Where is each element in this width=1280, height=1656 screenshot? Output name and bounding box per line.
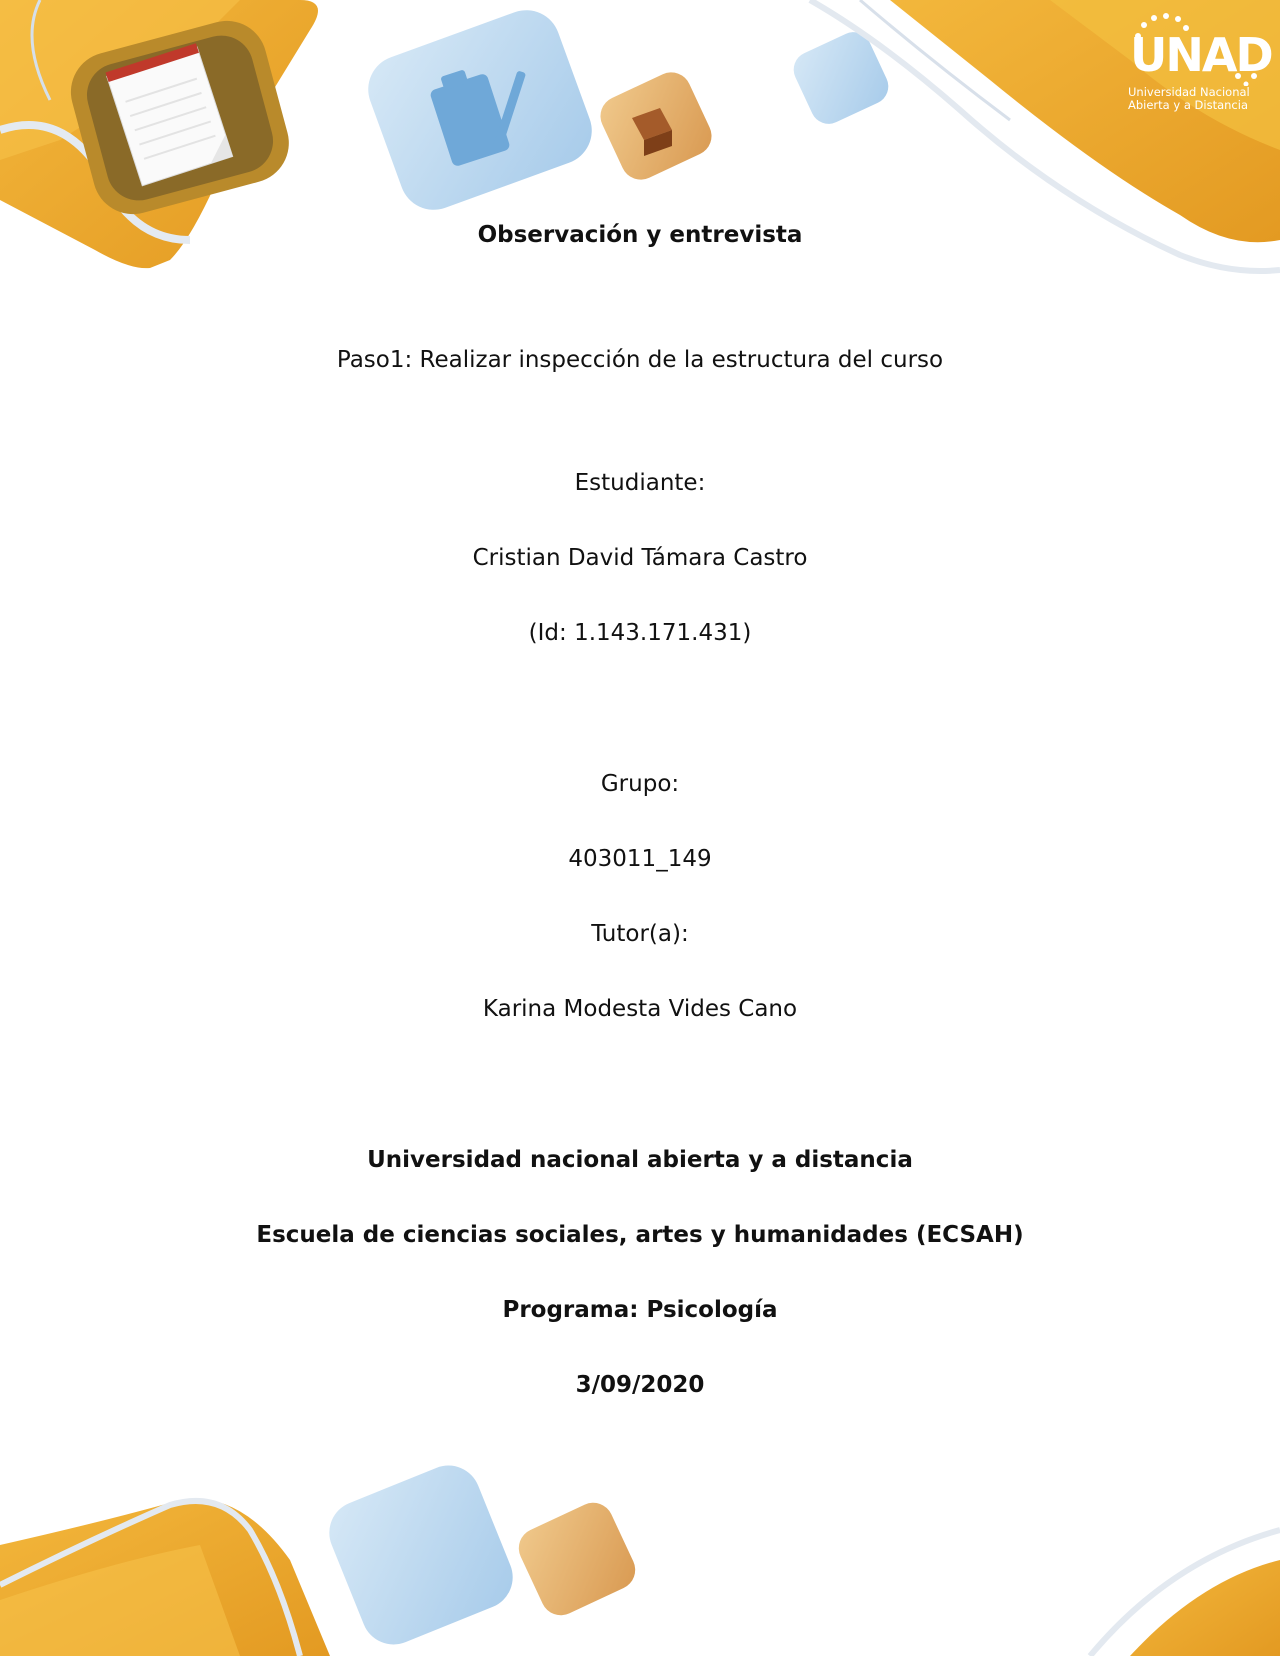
document-date: 3/09/2020	[575, 1372, 705, 1398]
tutor-name: Karina Modesta Vides Cano	[482, 996, 798, 1022]
logo-subtitle-line1: Universidad Nacional	[1128, 85, 1250, 99]
program-name: Programa: Psicología	[502, 1297, 778, 1323]
university-name: Universidad nacional abierta y a distancia	[367, 1147, 913, 1173]
student-name: Cristian David Támara Castro	[472, 545, 808, 571]
document-subtitle: Paso1: Realizar inspección de la estructura del curso	[336, 347, 944, 373]
school-name: Escuela de ciencias sociales, artes y humanidades (ECSAH)	[256, 1222, 1024, 1248]
bottom-left-band	[0, 1499, 330, 1656]
student-id: (Id: 1.143.171.431)	[528, 620, 752, 646]
clipboard-tile	[359, 1, 602, 220]
group-value: 403011_149	[568, 846, 712, 872]
bottom-tan-tile	[512, 1496, 642, 1622]
bottom-blue-tile	[320, 1456, 523, 1654]
logo-wordmark: UNAD	[1130, 28, 1272, 82]
group-label: Grupo:	[600, 771, 680, 797]
document-title: Observación y entrevista	[477, 222, 803, 248]
student-label: Estudiante:	[574, 470, 706, 496]
logo-subtitle-line2: Abierta y a Distancia	[1128, 98, 1248, 112]
logo-subtitle	[1128, 86, 1268, 112]
unad-logo	[1128, 10, 1272, 120]
bottom-right-band	[1090, 1530, 1280, 1656]
book-tile	[594, 66, 718, 186]
tutor-label: Tutor(a):	[591, 921, 689, 947]
